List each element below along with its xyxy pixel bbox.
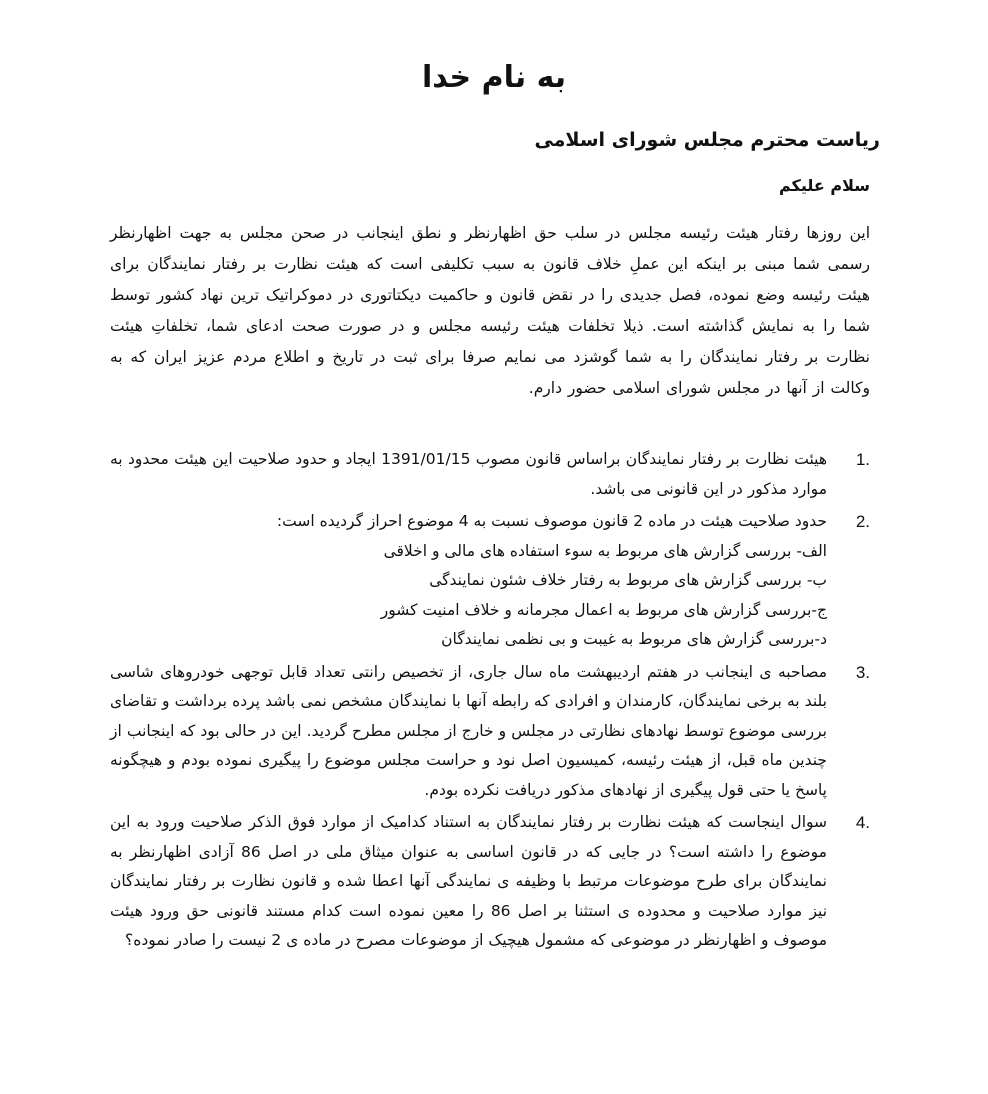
addressee: ریاست محترم مجلس شورای اسلامی [534, 129, 880, 151]
sub-item-be: ب- بررسی گزارش های مربوط به رفتار خلاف شئون نمایندگی [429, 571, 827, 589]
numbered-list [110, 445, 870, 959]
list-item-number: 1. [855, 450, 870, 469]
sub-item-dal: د-بررسی گزارش های مربوط به غیبت و بی نظمی نمایندگان [441, 630, 827, 648]
list-item-text: سوال اینجاست که هیئت نظارت بر رفتار نمایندگان به استناد کدامیک از موارد فوق الذکر صلاحیت ورود به این موضوع را داشته است؟ در جایی که در قانون اساسی به عنوان میثاق ملی در اصل 86 آزادی اظهارنظر به نمایندگان برای طرح موضوعات مرتبط با وظیفه ی نمایندگی آنها اعطا شده و قانون نظارت بر رفتار نمایندگان نیز موارد صلاحیت و محدوده ی استثنا بر اصل 86 را معین نموده است کدام مستند قانونی حق ورود هیئت موصوف و اظهارنظر در موضوعی که مشمول هیچیک از موضوعات مصرح در ماده ی 2 نیست را صادر نموده؟ [110, 813, 828, 949]
list-item [110, 658, 870, 806]
list-item-text: مصاحبه ی اینجانب در هفتم اردیبهشت ماه سال جاری، از تخصیص رانتی تعداد قابل توجهی خودروهای شاسی بلند به برخی نمایندگان، کارمندان و افرادی که رابطه آنها با نمایندگان مشخص نمی باشد پرده برداشت و تقاضای بررسی موضوع توسط نهادهای نظارتی در مجلس و خارج از مجلس مطرح گردید. این در حالی بود که اینجانب از چندین ماه قبل، از هیئت رئیسه، کمیسیون اصل نود و حراست مجلس موضوع را پیگیری نموده بودم و هیچگونه پاسخ یا حتی قول پیگیری از نهادهای مذکور دریافت نکرده بودم. [110, 662, 827, 799]
list-item-number: 4. [855, 813, 870, 832]
intro-paragraph: این روزها رفتار هیئت رئیسه مجلس در سلب حق اظهارنظر و نطق اینجانب در صحن مجلس به جهت اظهارنظر رسمی شما مبنی بر اینکه این عملِ خلاف قانون به سبب تکلیفی است که هیئت نظارت بر رفتار نمایندگان برای هیئت رئیسه وضع نموده، فصل جدیدی را در نقض قانون و حاکمیت دیکتاتوری در دموکراتیک ترین نهاد کشور توسط شما را به نمایش گذاشته است. ذیلا تخلفات هیئت رئیسه مجلس و در صورت صحت ادعای شما، تخلفاتِ هیئت نظارت بر رفتار نمایندگان را به شما گوشزد می نمایم صرفا برای ثبت در تاریخ و اطلاع مردم عزیز ایران که به وکالت از آنها در مجلس شورای اسلامی حضور دارم. [110, 224, 870, 397]
list-item [110, 808, 870, 956]
greeting: سلام علیکم [778, 176, 870, 195]
list-item-text: هیئت نظارت بر رفتار نمایندگان براساس قانون مصوب 1391/01/15 ایجاد و حدود صلاحیت این هیئت محدود به موارد مذکور در این قانونی می باشد. [110, 450, 827, 498]
list-item [110, 445, 870, 504]
page-title: به نام خدا [421, 60, 567, 95]
list-item [110, 507, 870, 655]
list-item-text: حدود صلاحیت هیئت در ماده 2 قانون موصوف نسبت به 4 موضوع احراز گردیده است: [276, 512, 827, 530]
list-item-number: 3. [855, 662, 870, 682]
list-item-number: 2. [855, 512, 870, 531]
sub-item-jim: ج-بررسی گزارش های مربوط به اعمال مجرمانه و خلاف امنیت کشور [380, 600, 827, 619]
sub-item-alef: الف- بررسی گزارش های مربوط به سوء استفاده های مالی و اخلاقی [383, 541, 827, 560]
